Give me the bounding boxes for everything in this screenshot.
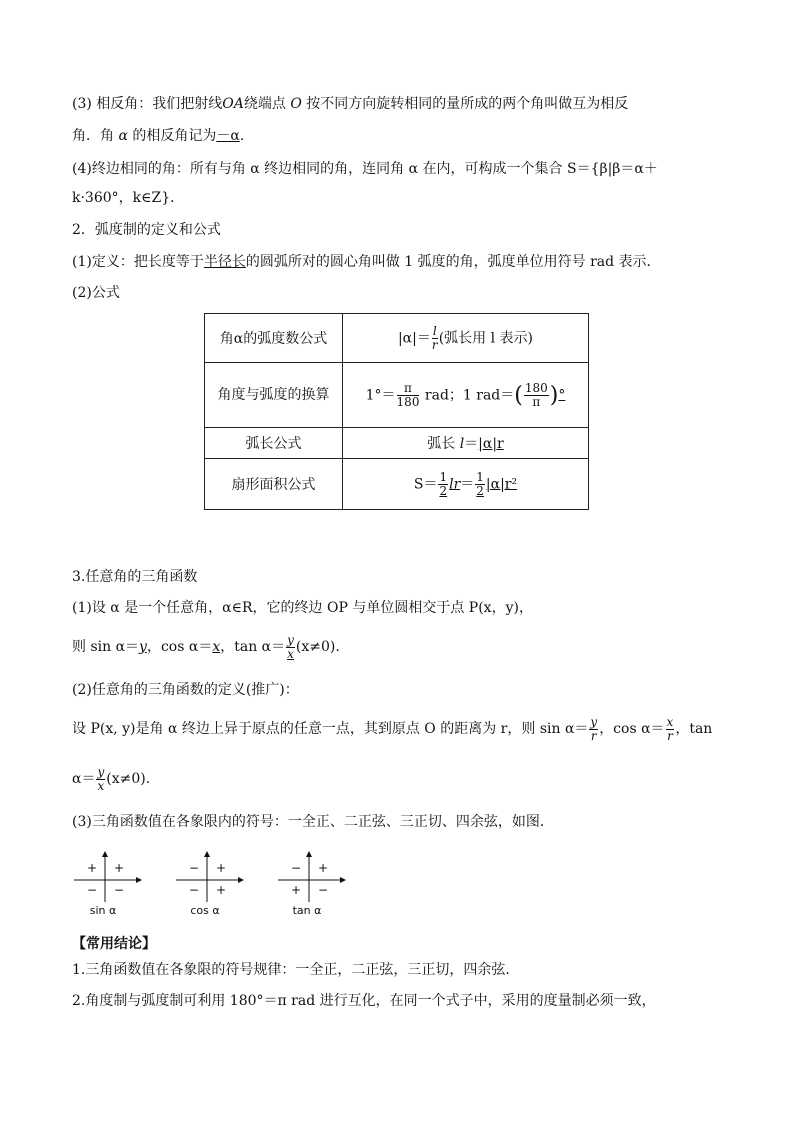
quadrant-2-sign: − bbox=[291, 861, 302, 875]
trig-def-line-2: 则 sin α＝y，cos α＝x，tan α＝ $\frac{y}{x}$ (x≠0). bbox=[72, 632, 340, 661]
opposite-angle-line-2: 角．角 α 的相反角记为－α. bbox=[72, 128, 245, 144]
table-key: 角度与弧度的换算 bbox=[205, 363, 343, 428]
radian-definition: (1)定义：把长度等于半径长的圆弧所对的圆心角叫做 1 弧度的角，弧度单位用符号 rad 表示． bbox=[72, 254, 661, 270]
quadrant-2-sign: − bbox=[189, 861, 200, 875]
tan-sign-diagram bbox=[276, 850, 356, 920]
quadrant-4-sign: + bbox=[216, 883, 227, 897]
cos-sign-diagram bbox=[174, 850, 254, 920]
formula-label: (2)公式 bbox=[72, 285, 120, 301]
axes-icon bbox=[174, 850, 254, 902]
radius-length-answer: 半径长 bbox=[203, 254, 246, 270]
opposite-angle-answer: －α bbox=[216, 128, 240, 144]
opposite-angle-line-1: (3) 相反角：我们把射线OA绕端点 O 按不同方向旋转相同的量所成的两个角叫做互为相反 bbox=[72, 96, 629, 112]
table-row bbox=[205, 428, 589, 459]
quadrant-sign-rule: (3)三角函数值在各象限内的符号：一全正、二正弦、三正切、四余弦，如图． bbox=[72, 814, 554, 830]
diagram-caption: tan α bbox=[292, 904, 322, 917]
table-value: S＝ $\frac{1}{2}$ lr＝ $\frac{1}{2}$ |α|r² bbox=[343, 459, 589, 510]
quadrant-1-sign: + bbox=[318, 861, 329, 875]
trig-def-line-1: (1)设 α 是一个任意角，α∈R，它的终边 OP 与单位圆相交于点 P(x，y)， bbox=[72, 600, 533, 616]
coterminal-set-part1: S＝{β|β＝α＋ bbox=[567, 161, 658, 177]
axes-icon bbox=[276, 850, 356, 902]
conclusion-1: 1.三角函数值在各象限的符号规律：一全正，二正弦，三正切，四余弦. bbox=[72, 962, 510, 978]
quadrant-4-sign: − bbox=[114, 883, 125, 897]
trig-general-line-1: 设 P(x, y)是角 α 终边上异于原点的任意一点，其到原点 O 的距离为 r，则 sin α＝ $\frac{y}{r}$ ，cos α＝ $\frac{x}{r}$ ，tan bbox=[72, 714, 713, 743]
table-row bbox=[205, 459, 589, 510]
conclusion-2: 2.角度制与弧度制可利用 180°＝π rad 进行互化，在同一个式子中，采用的度量制必须一致， bbox=[72, 993, 656, 1009]
section-2-title: 2．弧度制的定义和公式 bbox=[72, 222, 221, 238]
coterminal-line-2 bbox=[72, 188, 184, 208]
quadrant-4-sign: − bbox=[318, 883, 329, 897]
diagram-caption: sin α bbox=[89, 904, 117, 917]
radian-formula-table bbox=[204, 313, 589, 510]
table-key: 弧长公式 bbox=[205, 428, 343, 459]
table-value: 弧长 l＝|α|r bbox=[343, 428, 589, 459]
quadrant-3-sign: + bbox=[291, 883, 302, 897]
table-row bbox=[205, 314, 589, 363]
section-3-title: 3.任意角的三角函数 bbox=[72, 569, 198, 585]
arc-length-answer: |α|r bbox=[478, 436, 504, 452]
trig-general-line-2: α＝ $\frac{y}{x}$ (x≠0). bbox=[72, 764, 151, 793]
quadrant-3-sign: − bbox=[189, 883, 200, 897]
quadrant-3-sign: − bbox=[87, 883, 98, 897]
table-value: |α|＝ $\frac{l}{r}$ (弧长用 l 表示) bbox=[343, 314, 589, 363]
table-key: 角α的弧度数公式 bbox=[205, 314, 343, 363]
quadrant-1-sign: + bbox=[114, 861, 125, 875]
diagram-caption: cos α bbox=[190, 904, 220, 917]
sin-sign-diagram bbox=[72, 850, 152, 920]
trig-general-heading: (2)任意角的三角函数的定义(推广)： bbox=[72, 682, 299, 698]
quadrant-1-sign: + bbox=[216, 861, 227, 875]
table-value: 1°＝ $\frac{\pi}{180}$ rad；1 rad＝( $\frac{180}{\pi}$ )° bbox=[343, 363, 589, 428]
table-row bbox=[205, 363, 589, 428]
coterminal-line-1: (4)终边相同的角：所有与角 α 终边相同的角，连同角 α 在内，可构成一个集合 S＝{β|β＝α＋ bbox=[72, 161, 658, 177]
conclusion-title: 【常用结论】 bbox=[72, 936, 156, 952]
sector-area-answer: |α|r² bbox=[485, 476, 518, 492]
axes-icon bbox=[72, 850, 152, 902]
coterminal-set-part2: k·360°，k∈Z}． bbox=[72, 190, 185, 206]
table-key: 扇形面积公式 bbox=[205, 459, 343, 510]
quadrant-2-sign: + bbox=[87, 861, 98, 875]
